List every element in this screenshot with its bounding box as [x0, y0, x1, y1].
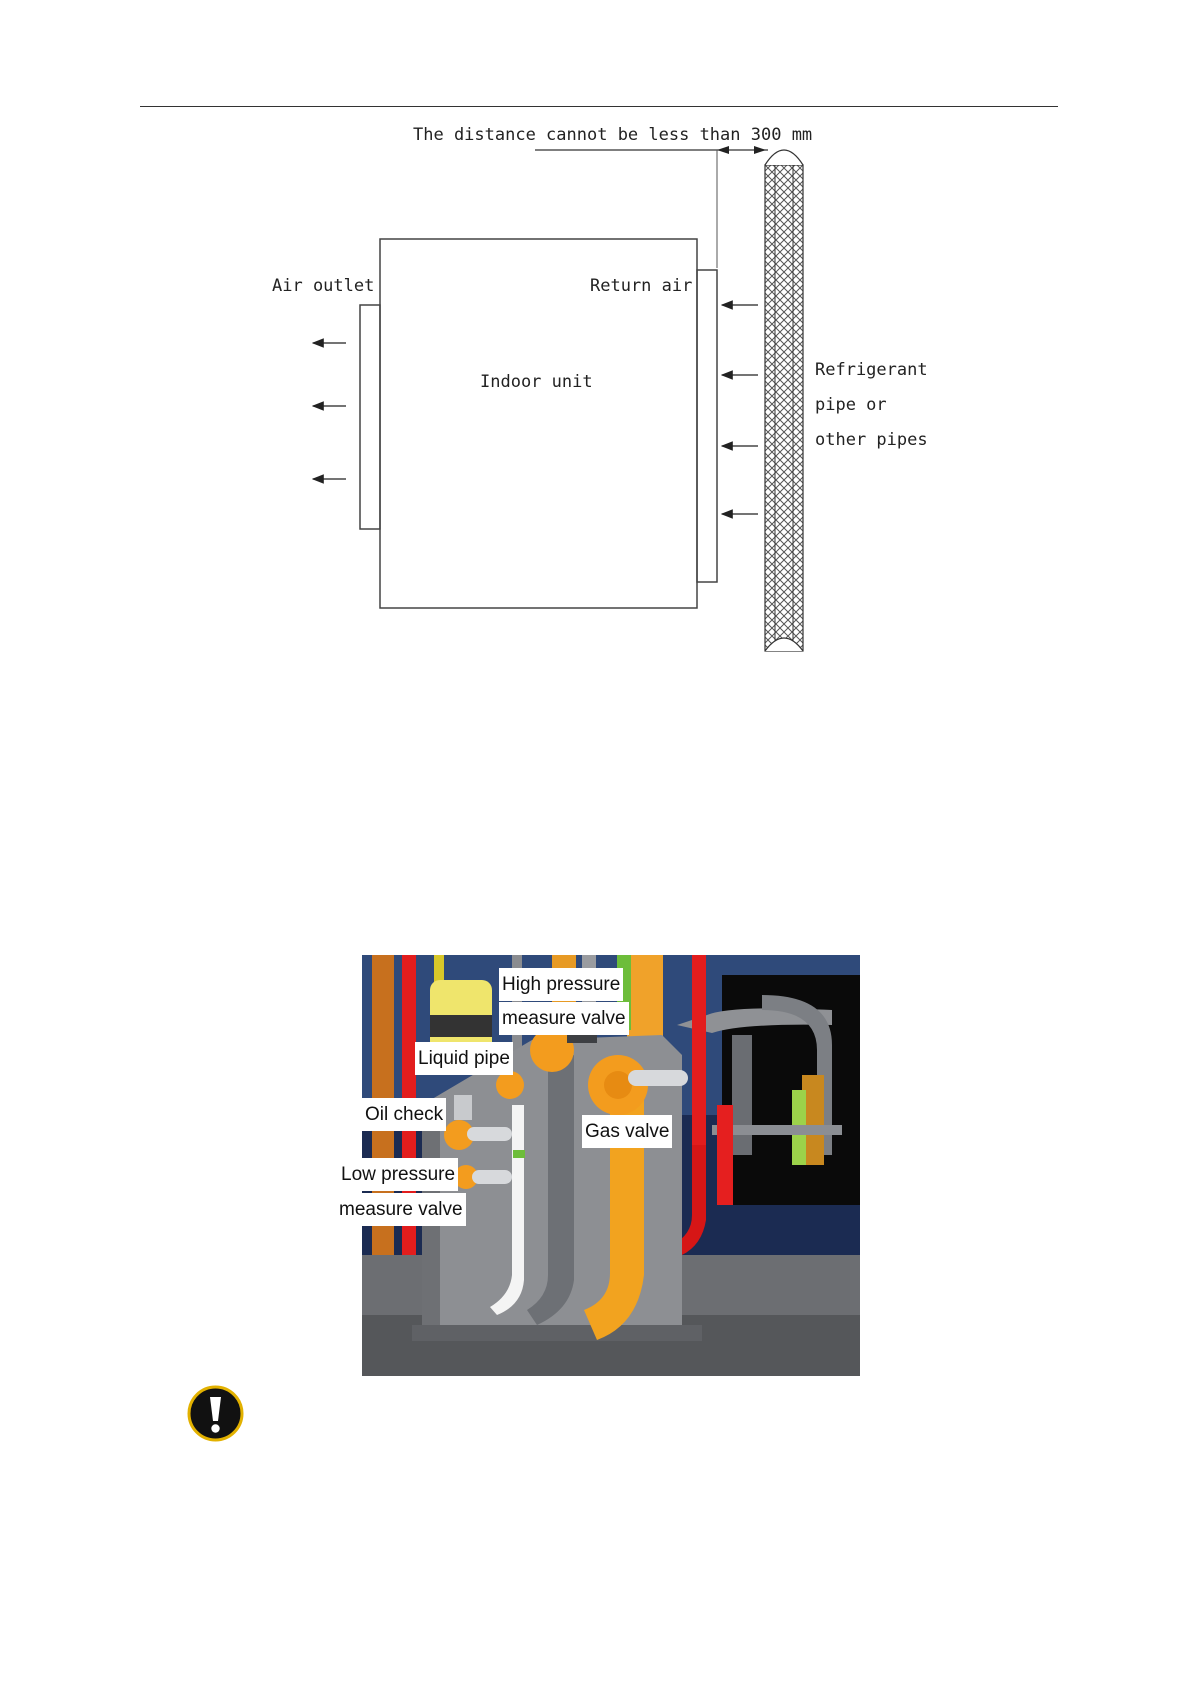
label-gas-valve: Gas valve — [582, 1115, 672, 1148]
pipe-label-line-2: pipe or — [815, 395, 887, 415]
dimension-arrow-right — [754, 146, 766, 154]
label-low-pressure-line-1: Low pressure — [338, 1158, 458, 1191]
air-outlet-label: Air outlet — [272, 276, 375, 296]
dimension-arrow-left — [717, 146, 729, 154]
label-low-pressure-line-2: measure valve — [336, 1193, 466, 1226]
pipe-wall — [765, 150, 803, 651]
air-outlet-grille — [360, 305, 380, 529]
indoor-unit-label: Indoor unit — [480, 372, 593, 392]
pipe-label-line-3: other pipes — [815, 430, 928, 450]
pipe-label-line-1: Refrigerant — [815, 360, 928, 380]
return-air-label: Return air — [590, 276, 693, 296]
label-high-pressure-line-2: measure valve — [499, 1002, 629, 1035]
return-air-grille — [697, 270, 717, 582]
label-oil-check: Oil check — [362, 1098, 446, 1131]
distance-note: The distance cannot be less than 300 mm — [413, 125, 813, 145]
label-liquid-pipe: Liquid pipe — [415, 1042, 513, 1075]
exclamation-icon — [187, 1385, 244, 1442]
valve-photo — [339, 955, 860, 1376]
label-high-pressure-line-1: High pressure — [499, 968, 623, 1001]
clearance-diagram — [0, 0, 1191, 700]
